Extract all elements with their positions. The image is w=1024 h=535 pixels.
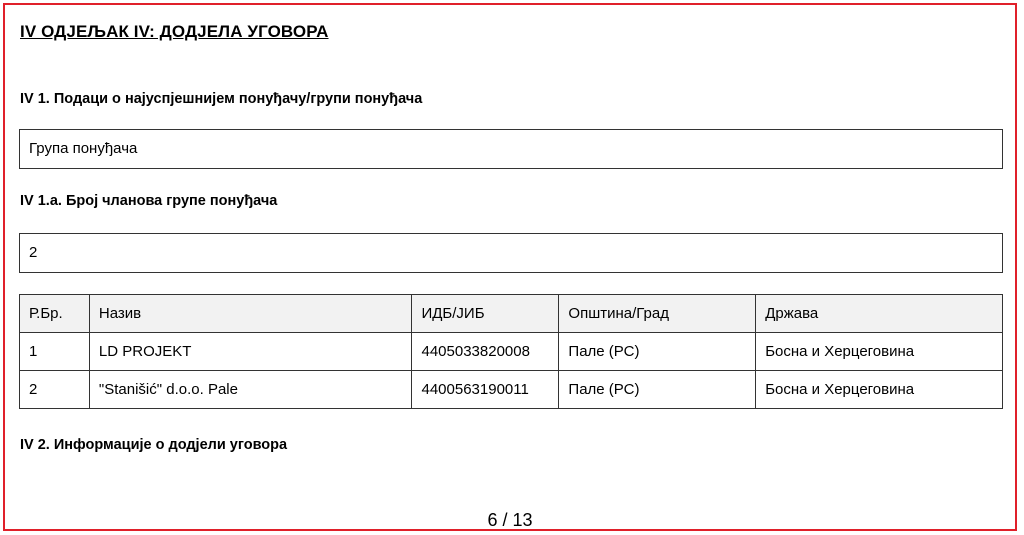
col-header-number: Р.Бр.: [20, 295, 90, 333]
col-header-municipality: Општина/Град: [559, 295, 756, 333]
table-header-row: [20, 295, 1003, 333]
table-row: [20, 371, 1003, 409]
cell-municipality: Пале (РС): [559, 371, 756, 409]
cell-country: Босна и Херцеговина: [756, 333, 1003, 371]
cell-id: 4405033820008: [412, 333, 559, 371]
cell-name: "Stanišić" d.o.o. Pale: [89, 371, 412, 409]
col-header-country: Држава: [756, 295, 1003, 333]
page-number: 6 / 13: [487, 510, 533, 530]
iv1a-heading: IV 1.а. Број чланова групе понуђача: [20, 193, 278, 209]
iv1a-value-field: 2: [19, 233, 1003, 273]
table-row: [20, 333, 1003, 371]
col-header-id: ИДБ/ЈИБ: [412, 295, 559, 333]
cell-id: 4400563190011: [412, 371, 559, 409]
cell-municipality: Пале (РС): [559, 333, 756, 371]
section-title: IV ОДЈЕЉАК IV: ДОДЈЕЛА УГОВОРА: [20, 22, 329, 41]
cell-name: LD PROJEKT: [89, 333, 412, 371]
iv1-value-field: Група понуђача: [19, 129, 1003, 169]
members-table: [19, 294, 1003, 409]
cell-number: 1: [20, 333, 90, 371]
iv1-heading: IV 1. Подаци о најуспјешнијем понуђачу/групи понуђача: [20, 91, 423, 107]
cell-number: 2: [20, 371, 90, 409]
col-header-name: Назив: [89, 295, 412, 333]
cell-country: Босна и Херцеговина: [756, 371, 1003, 409]
iv2-heading: IV 2. Информације о додјели уговора: [20, 437, 288, 453]
document-page: [3, 3, 1017, 531]
